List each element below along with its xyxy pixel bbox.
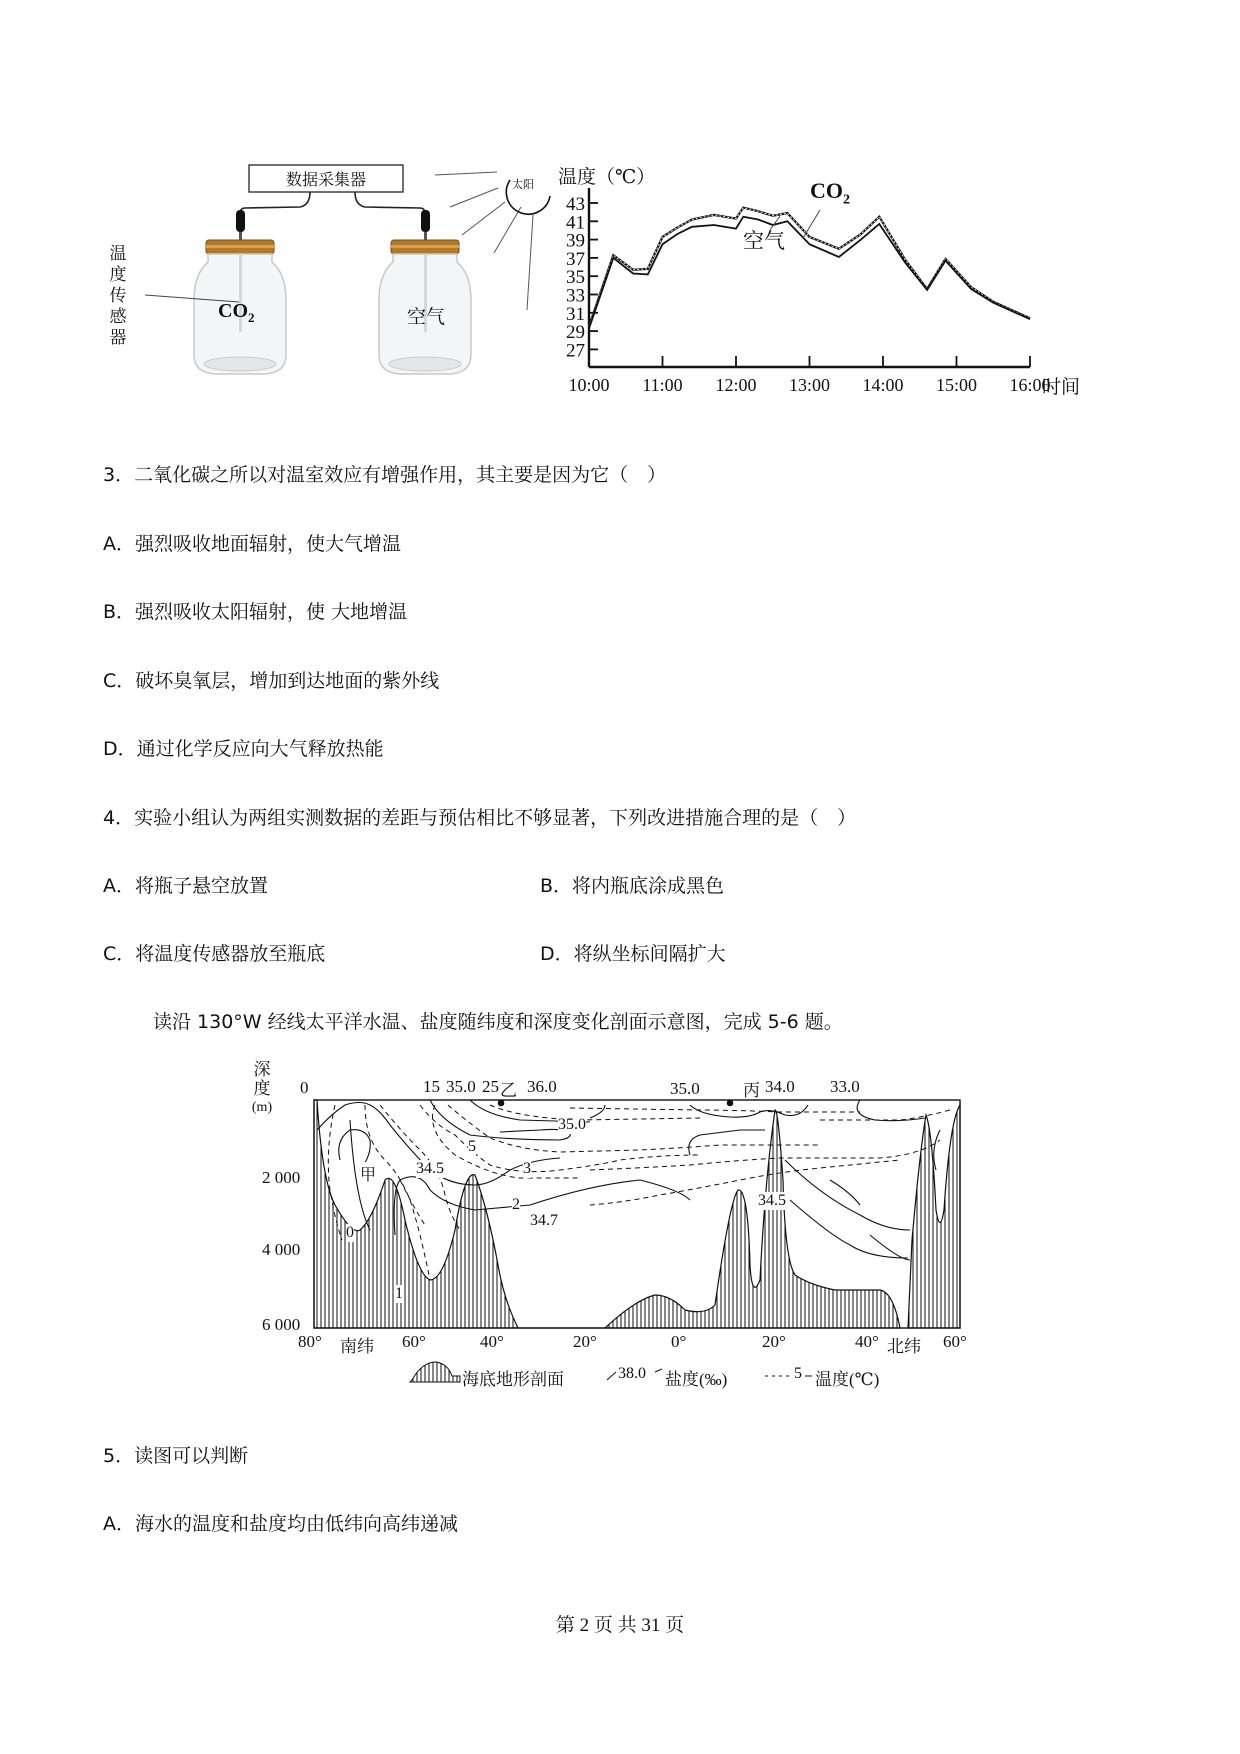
q3-option-d[interactable]: D．通过化学反应向大气释放热能 (103, 738, 384, 760)
seafloor-terrain-north (908, 1105, 960, 1328)
temp-label-0: 0 (346, 1224, 354, 1241)
jar-co2-label: $CO_2$ (218, 300, 255, 325)
svg-text:41: 41 (566, 212, 585, 234)
intro-5-6: 读沿 130°W 经线太平洋水温、盐度随纬度和深度变化剖面示意图，完成 5-6 题。 (153, 1011, 843, 1033)
q3-stem: 3．二氧化碳之所以对温室效应有增强作用，其主要是因为它（ ） (103, 464, 667, 486)
temp-label-5: 5 (468, 1138, 476, 1155)
q4-option-d[interactable]: D．将纵坐标间隔扩大 (540, 943, 726, 965)
svg-text:11:00: 11:00 (642, 375, 683, 395)
salinity-label-34-5a: 34.5 (416, 1160, 444, 1177)
lat-20s: 20° (573, 1332, 597, 1351)
surface-temp-15: 15 (423, 1077, 440, 1096)
label-yi: 乙 (500, 1081, 517, 1100)
depth-tick-4000: 4 000 (262, 1240, 301, 1259)
svg-text:37: 37 (566, 248, 585, 270)
legend-salinity-value: 38.0 (618, 1365, 646, 1382)
svg-text:12:00: 12:00 (715, 375, 757, 395)
jar-air-label: 空气 (407, 307, 446, 328)
legend-temp-value: 5 (794, 1365, 802, 1382)
temperature-isolines (328, 1105, 950, 1280)
depth-axis-label: 深 度 (m) (251, 1060, 273, 1115)
lat-south-label: 南纬 (340, 1337, 374, 1356)
legend-terrain-icon (410, 1362, 460, 1382)
surface-temp-25: 25 (482, 1077, 499, 1096)
label-jia: 甲 (360, 1162, 376, 1185)
lat-40s: 40° (480, 1332, 504, 1351)
salinity-label-34-7: 34.7 (530, 1212, 558, 1229)
q5-option-a[interactable]: A．海水的温度和盐度均由低纬向高纬递减 (103, 1513, 458, 1535)
lat-60s: 60° (402, 1332, 426, 1351)
salinity-isolines (317, 1100, 940, 1260)
svg-text:39: 39 (566, 230, 585, 252)
lat-20n: 20° (762, 1332, 786, 1351)
temp-label-2: 2 (512, 1196, 520, 1213)
lat-40n: 40° (855, 1332, 879, 1351)
svg-text:35: 35 (566, 267, 585, 289)
collector-label: 数据采集器 (285, 172, 366, 189)
svg-text:27: 27 (566, 340, 585, 362)
page-footer: 第 2 页 共 31 页 (555, 1615, 685, 1636)
svg-text:13:00: 13:00 (788, 375, 831, 395)
svg-text:14:00: 14:00 (862, 375, 904, 395)
svg-text:31: 31 (566, 303, 585, 325)
legend-terrain-label: 海底地形剖面 (462, 1370, 564, 1389)
legend-salinity-label: 盐度(‰) (665, 1370, 728, 1389)
depth-tick-2000: 2 000 (262, 1168, 301, 1187)
lat-60n: 60° (943, 1332, 967, 1351)
surface-salinity-34-0: 34.0 (765, 1077, 795, 1096)
chart-x-label: 时间 (1042, 377, 1081, 398)
series-air-line (589, 217, 1030, 329)
series-label-co2: $CO_2$ (810, 178, 850, 208)
series-co2-line (589, 208, 1030, 327)
q4-option-a[interactable]: A．将瓶子悬空放置 (103, 875, 268, 897)
lat-0: 0° (671, 1332, 687, 1351)
svg-text:33: 33 (566, 285, 585, 307)
experiment-figure (100, 150, 560, 410)
legend-temp-label: 温度(℃) (815, 1370, 880, 1389)
q5-stem: 5．读图可以判断 (103, 1445, 249, 1467)
lat-north-label: 北纬 (887, 1337, 921, 1356)
point-bing (727, 1100, 734, 1107)
q3-option-c[interactable]: C．破坏臭氧层，增加到达地面的紫外线 (103, 670, 440, 692)
ocean-section-figure (251, 1060, 1000, 1400)
temp-label-1: 1 (395, 1285, 403, 1302)
label-bing: 丙 (743, 1081, 760, 1100)
surface-salinity-35-0b: 35.0 (670, 1079, 700, 1098)
depth-tick-6000: 6 000 (262, 1315, 301, 1334)
q4-option-c[interactable]: C．将温度传感器放至瓶底 (103, 943, 326, 965)
sun-label: 太阳 (512, 179, 534, 191)
surface-salinity-35-0a: 35.0 (446, 1077, 476, 1096)
q4-option-b[interactable]: B．将内瓶底涂成黑色 (540, 875, 725, 897)
q3-option-a[interactable]: A．强烈吸收地面辐射，使大气增温 (103, 533, 401, 555)
svg-text:10:00: 10:00 (568, 375, 610, 395)
sensor-label: 温 度 传 感 器 (109, 244, 127, 347)
svg-text:16:00: 16:00 (1009, 375, 1051, 395)
svg-text:15:00: 15:00 (935, 375, 978, 395)
temperature-chart (540, 150, 1130, 410)
legend-salinity-icon (607, 1372, 616, 1380)
surface-salinity-36-0: 36.0 (527, 1077, 557, 1096)
series-label-air: 空气 (743, 229, 785, 253)
depth-tick-0: 0 (300, 1078, 309, 1097)
salinity-label-35-0: 35.0 (558, 1116, 586, 1133)
svg-text:29: 29 (566, 322, 585, 344)
svg-text:43: 43 (566, 194, 585, 215)
lat-80s: 80° (298, 1332, 322, 1351)
surface-salinity-33-0: 33.0 (830, 1077, 860, 1096)
chart-y-label: 温度（℃） (558, 167, 656, 188)
q3-option-b[interactable]: B．强烈吸收太阳辐射，使 大地增温 (103, 601, 408, 623)
temp-label-3: 3 (523, 1160, 531, 1177)
salinity-label-34-5b: 34.5 (758, 1192, 786, 1209)
q4-stem: 4．实验小组认为两组实测数据的差距与预估相比不够显著，下列改进措施合理的是（ ） (103, 807, 857, 829)
